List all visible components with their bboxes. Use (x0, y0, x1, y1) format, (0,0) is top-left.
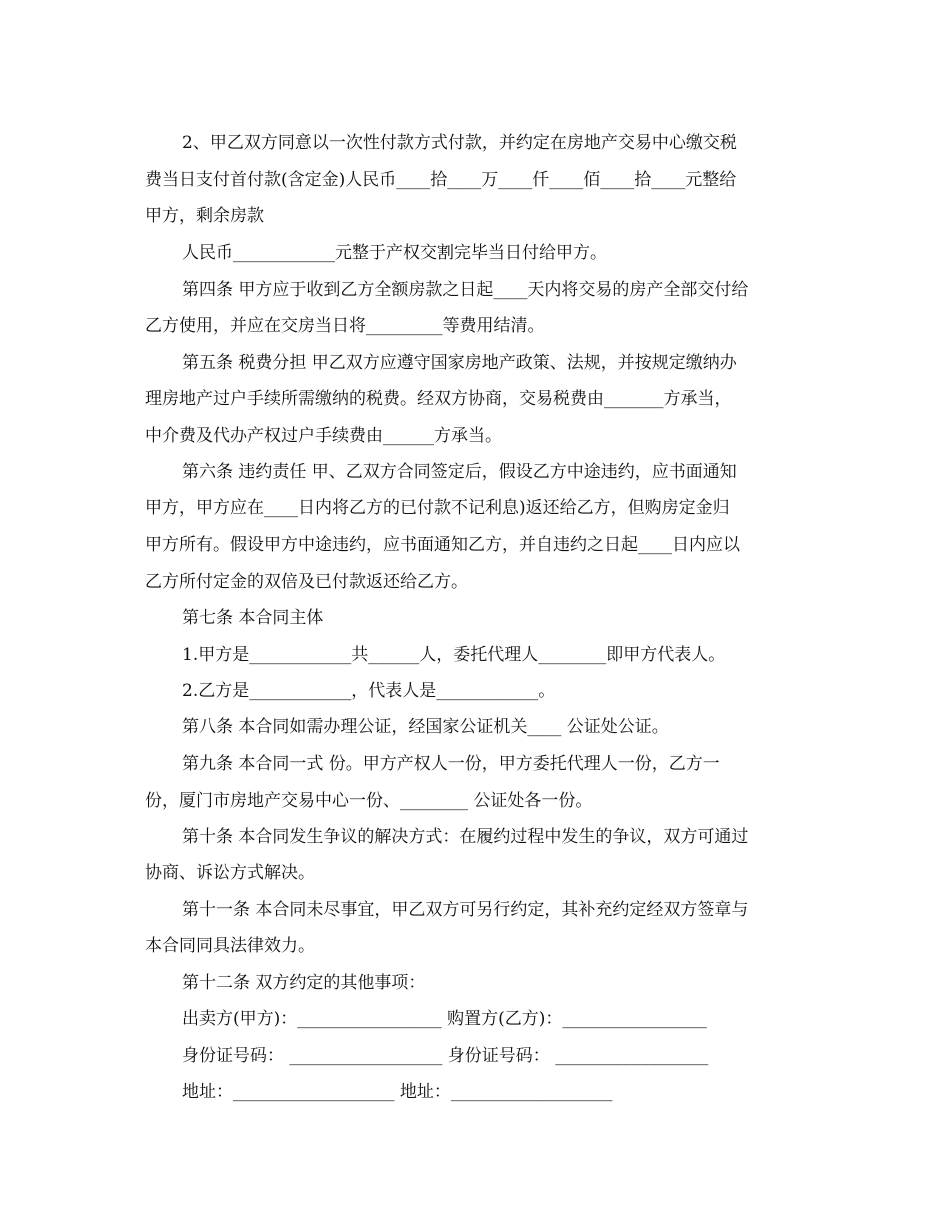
article11-line1: 第十一条 本合同未尽事宜，甲乙双方可另行约定，其补充约定经双方签章与 (182, 900, 749, 920)
article11-line2: 本合同同具法律效力。 (145, 936, 315, 956)
article5-line3: 中介费及代办产权过户手续费由______方承当。 (145, 426, 502, 446)
signature-id-numbers: 身份证号码： __________________ 身份证号码： __________________ (182, 1046, 709, 1066)
article4-line2: 乙方使用，并应在交房当日将_________等费用结清。 (145, 316, 545, 336)
article6-line3: 甲方所有。假设甲方中途违约，应书面通知乙方，并自违约之日起____日内应以 (145, 535, 740, 555)
article10-line2: 协商、诉讼方式解决。 (145, 863, 315, 883)
article12-title: 第十二条 双方约定的其他事项： (182, 973, 426, 993)
article7-item2: 2.乙方是____________，代表人是____________。 (182, 681, 556, 701)
article6-line2: 甲方，甲方应在____日内将乙方的已付款不记利息)返还给乙方，但购房定金归 (145, 498, 730, 518)
clause3-2-line4: 人民币____________元整于产权交割完毕当日付给甲方。 (182, 243, 607, 263)
article6-line1: 第六条 违约责任 甲、乙双方合同签定后，假设乙方中途违约，应书面通知 (182, 462, 737, 482)
article4-line1: 第四条 甲方应于收到乙方全额房款之日起____天内将交易的房产全部交付给 (182, 280, 749, 300)
clause3-2-line2: 费当日支付首付款(含定金)人民币____拾____万____仟____佰____拾____元整给 (145, 170, 737, 190)
article9-line1: 第九条 本合同一式 份。甲方产权人一份，甲方委托代理人一份，乙方一 (182, 754, 720, 774)
article9-line2: 份，厦门市房地产交易中心一份、________ 公证处各一份。 (145, 791, 593, 811)
article5-line2: 理房地产过户手续所需缴纳的税费。经双方协商，交易税费由_______方承当， (145, 389, 732, 409)
clause3-2-line1: 2、甲乙双方同意以一次性付款方式付款，并约定在房地产交易中心缴交税 (182, 133, 737, 153)
article5-line1: 第五条 税费分担 甲乙双方应遵守国家房地产政策、法规，并按规定缴纳办 (182, 353, 737, 373)
article6-line4: 乙方所付定金的双倍及已付款返还给乙方。 (145, 572, 468, 592)
article7-title: 第七条 本合同主体 (182, 608, 324, 628)
signature-parties: 出卖方(甲方)：_________________ 购置方(乙方)：_________________ (182, 1009, 707, 1029)
article8-line1: 第八条 本合同如需办理公证，经国家公证机关____ 公证处公证。 (182, 717, 669, 737)
signature-addresses: 地址：___________________ 地址：___________________ (182, 1082, 613, 1102)
article7-item1: 1.甲方是____________共______人，委托代理人________即甲方代表人。 (182, 645, 726, 665)
clause3-2-line3: 甲方，剩余房款 (145, 206, 264, 226)
article10-line1: 第十条 本合同发生争议的解决方式：在履约过程中发生的争议，双方可通过 (182, 827, 749, 847)
